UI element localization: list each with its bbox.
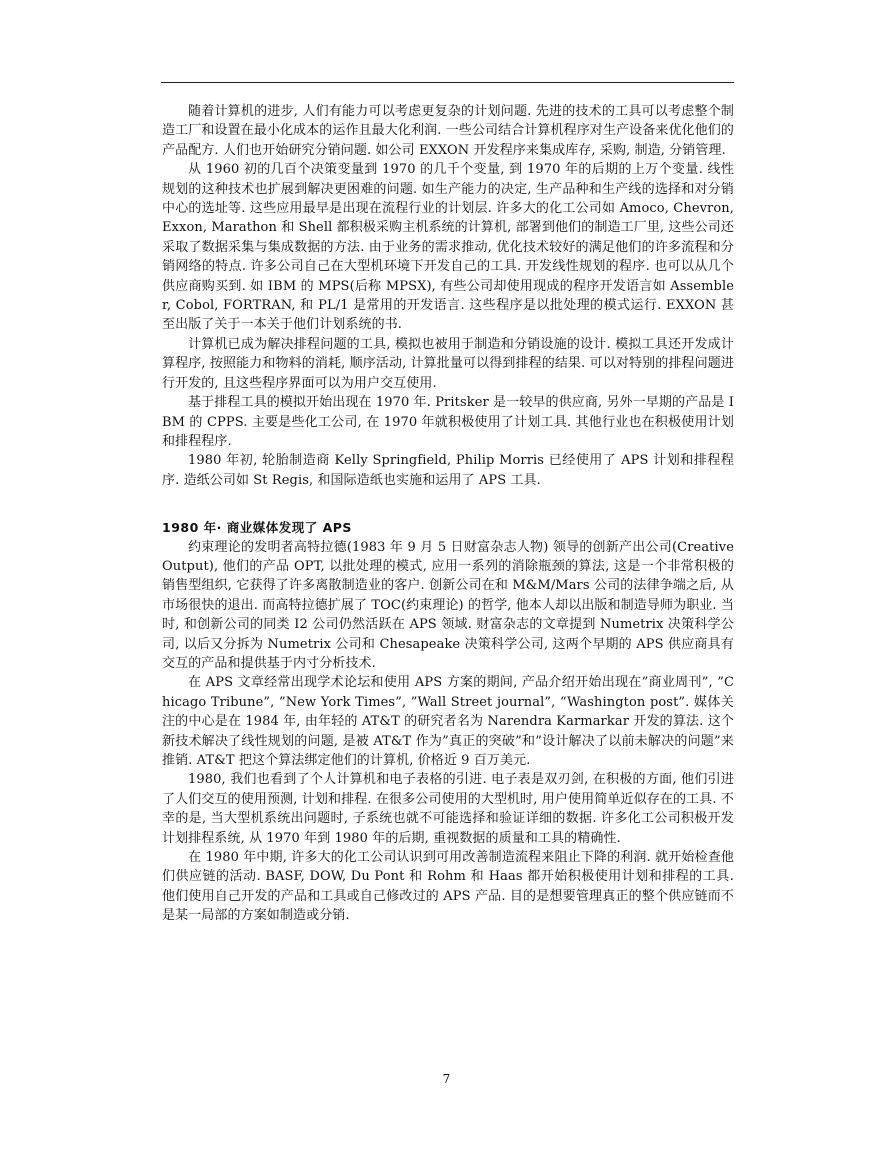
page-number: 7 (442, 1072, 451, 1086)
paragraph-1980-adopters: 1980 年初, 轮胎制造商 Kelly Springfield, Philip Morris 已经使用了 APS 计划和排程程序. 造纸公司如 St Regis, 和国际造纸也实施和运用了 APS 工具. (162, 453, 734, 488)
paragraph-scheduling-tools: 基于排程工具的模拟开始出现在 1970 年. Pritsker 是一较早的供应商, 另外一早期的产品是 IBM 的 CPPS. 主要是些化工公司, 在 1970 年就积极使用了计划工具. 其他行业也在积极使用计划和排程程序. (162, 395, 734, 449)
paragraph-spreadsheets: 1980, 我们也看到了个人计算机和电子表格的引进. 电子表是双刃剑, 在积极的方面, 他们引进了人们交互的使用预测, 计划和排程. 在很多公司使用的大型机时, 用户使用简单近似存在的工具. 不幸的是, 当大型机系统出问题时, 子系统也就不可能选择和验证详细的数据. 许多化工公司积极开发计划排程系统, 从 1970 年到 1980 年的后期, 重视数据的质量和工具的精确性. (162, 772, 734, 846)
paragraph-computers-progress: 随着计算机的进步, 人们有能力可以考虑更复杂的计划问题. 先进的技术的工具可以考虑整个制造工厂和设置在最小化成本的运作且最大化利润. 一些公司结合计算机程序对生产设备来优化他们的产品配方. 人们也开始研究分销问题. 如公司 EXXON 开发程序来集成库存, 采购, 制造, 分销管理. (162, 104, 734, 158)
header-rule (161, 82, 734, 83)
paragraph-simulation-tools: 计算机已成为解决排程问题的工具, 模拟也被用于制造和分销设施的设计. 模拟工具还开发成计算程序, 按照能力和物料的消耗, 顺序活动, 计算批量可以得到排程的结果. 可以对特别的排程问题进行开发的, 且这些程序界面可以为用户交互使用. (162, 336, 734, 391)
paragraph-linear-programming: 从 1960 初的几百个决策变量到 1970 的几千个变量, 到 1970 年的后期的上万个变量. 线性规划的这种技术也扩展到解决更困难的问题. 如生产能力的决定, 生产品种和生产线的选择和对分销中心的选址等. 这些应用最早是出现在流程行业的计划层. 许多大的化工公司如 Amoco, Chevron, Exxon, Marathon 和 Shell 都积极采购主机系统的计算机, 部署到他们的制造工厂里, 这些公司还采取了数据采集与集成数据的方法. 由于业务的需求推动, 优化技术较好的满足他们的许多流程和分销网络的特点. 许多公司自己在大型机环境下开发自己的工具. 开发线性规划的程序. 也可以从几个供应商购买到. 如 IBM 的 MPS(后称 MPSX), 有些公司却使用现成的程序开发语言如 Assembler, Cobol, FORTRAN, 和 PL/1 是常用的开发语言. 这些程序是以批处理的模式运行. EXXON 甚至出版了关于一本关于他们计划系统的书. (162, 162, 734, 333)
paragraph-creative-output: 约束理论的发明者高特拉德(1983 年 9 月 5 日财富杂志人物) 领导的创新产出公司(Creative Output), 他们的产品 OPT, 以批处理的模式, 应用一系列的消除瓶颈的算法, 这是一个非常积极的销售型组织, 它获得了许多离散制造业的客户. 创新公司在和 M&M/Mars 公司的法律争端之后, 从市场很快的退出. 而高特拉德扩展了 TOC(约束理论) 的哲学, 他本人却以出版和制造导师为职业. 当时, 和创新公司的同类 I2 公司仍然活跃在 APS 领域. 财富杂志的文章提到 Numetrix 决策科学公司, 以后又分拆为 Numetrix 公司和 Chesapeake 决策科学公司, 这两个早期的 APS 供应商具有交互的产品和提供基于内寸分析技术. (162, 539, 734, 671)
section-heading: 1980 年· 商业媒体发现了 APS (162, 520, 352, 536)
paragraph-media-coverage: 在 APS 文章经常出现学术论坛和使用 APS 方案的期间, 产品介绍开始出现在”商业周刊”, ”Chicago Tribune”, ”New York Times”, ”Wall Street journal”, “Washington post”. 媒体关注的中心是在 1984 年, 由年轻的 AT&T 的研究者名为 Narendra Karmarkar 开发的算法. 这个新技术解决了线性规划的问题, 是被 AT&T 作为”真正的突破”和”设计解决了以前未解决的问题”来推销. AT&T 把这个算法绑定他们的计算机, 价格近 9 百万美元. (162, 675, 734, 768)
paragraph-supply-chain: 在 1980 年中期, 许多大的化工公司认识到可用改善制造流程来阻止下降的利润. 就开始检查他们供应链的活动. BASF, DOW, Du Pont 和 Rohm 和 Haas 都开始积极使用计划和排程的工具. 他们使用自己开发的产品和工具或自己修改过的 APS 产品. 目的是想要管理真正的整个供应链而不是某一局部的方案如制造或分销. (162, 850, 734, 924)
page-body (162, 102, 734, 926)
